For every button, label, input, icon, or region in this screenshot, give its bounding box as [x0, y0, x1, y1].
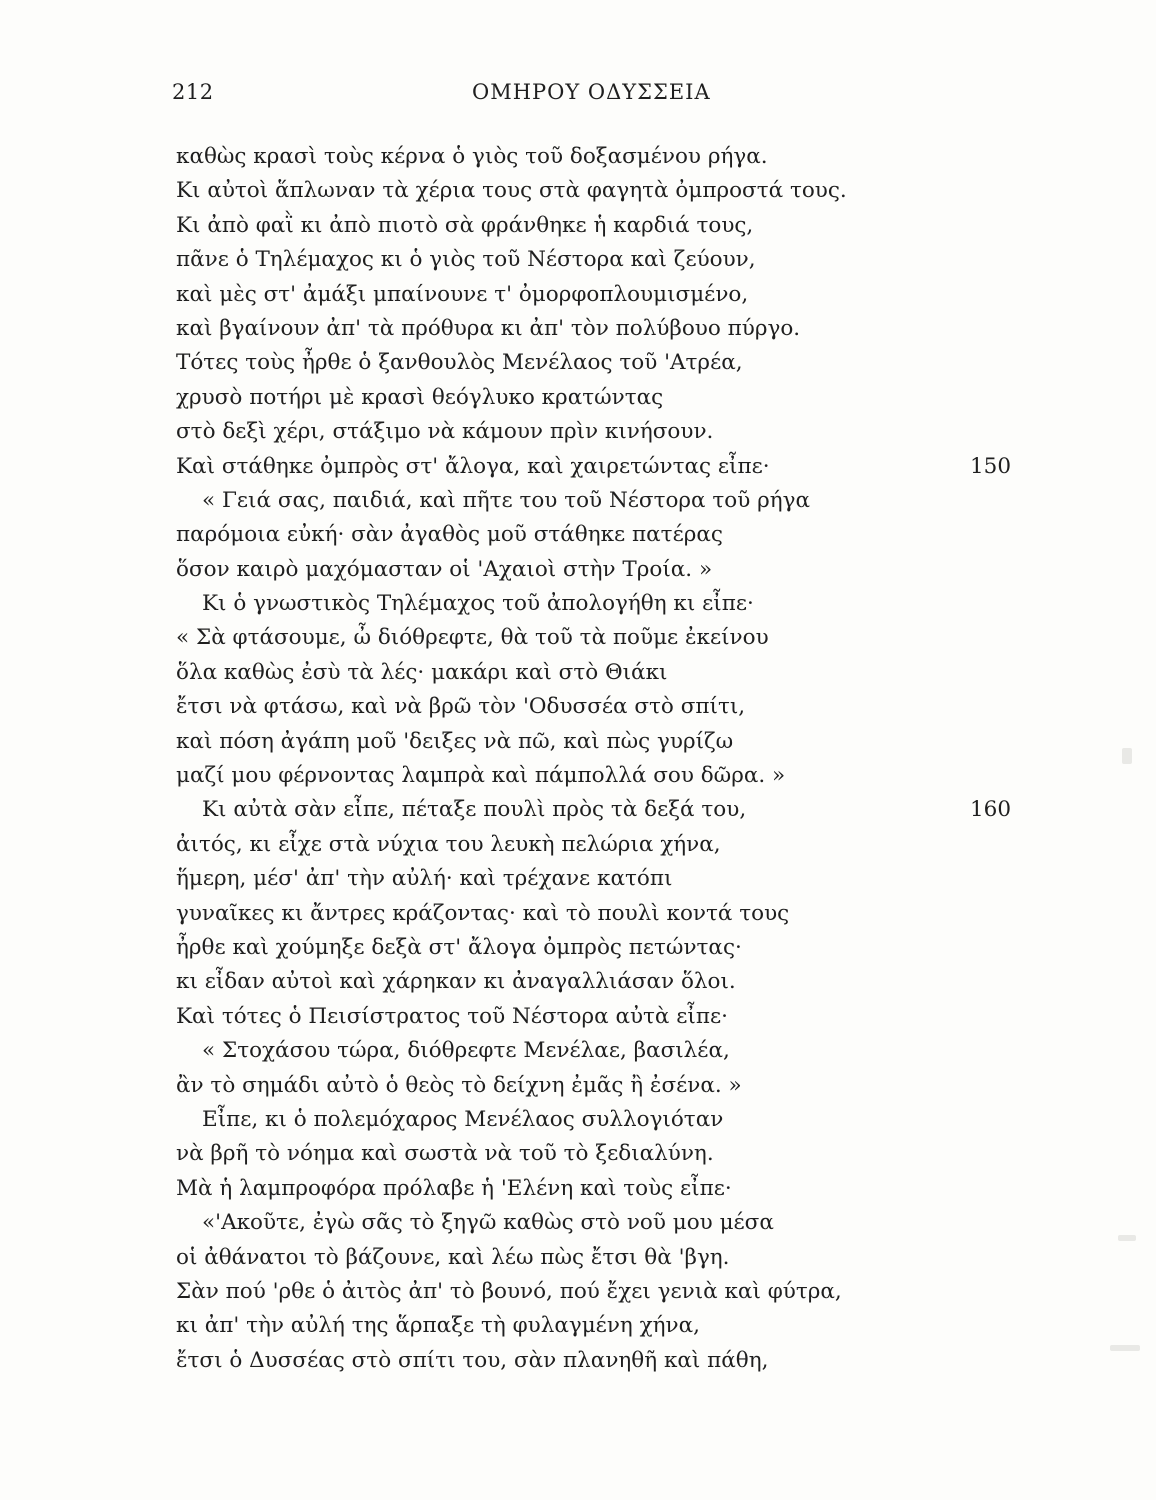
verse-line	[176, 243, 1076, 277]
verse-line	[176, 965, 1076, 999]
verse-line	[176, 897, 1076, 931]
verse-text: ἥμερη, μέσ' ἀπ' τὴν αὐλή· καὶ τρέχανε κατόπι	[176, 866, 673, 892]
verse-text: Τότες τοὺς ἦρθε ὁ ξανθουλὸς Μενέλαος τοῦ 'Ατρέα,	[176, 350, 743, 376]
verse-text: Κι ἀπὸ φαῒ κι ἀπὸ πιοτὸ σὰ φράνθηκε ἡ καρδιά τους,	[176, 212, 754, 238]
verse-text: « Γειά σας, παιδιά, καὶ πῆτε του τοῦ Νέστορα τοῦ ρήγα	[202, 487, 811, 513]
line-number: 160	[970, 797, 1012, 823]
verse-line	[176, 553, 1076, 587]
verse-text: « Σὰ φτάσουμε, ὦ διόθρεφτε, θὰ τοῦ τὰ ποῦμε ἐκείνου	[176, 625, 769, 651]
verse-text: Κι ὁ γνωστικὸς Τηλέμαχος τοῦ ἀπολογήθη κι εἶπε·	[202, 591, 754, 617]
verse-text: Καὶ στάθηκε ὀμπρὸς στ' ἄλογα, καὶ χαιρετώντας εἶπε·	[176, 453, 770, 479]
verse-text: παρόμοια εὐκή· σὰν ἀγαθὸς μοῦ στάθηκε πατέρας	[176, 522, 723, 548]
verse-text: ἦρθε καὶ χούμηξε δεξὰ στ' ἄλογα ὀμπρὸς πετώντας·	[176, 934, 742, 960]
verse-text: « Στοχάσου τώρα, διόθρεφτε Μενέλαε, βασιλέα,	[202, 1038, 730, 1064]
verse-line	[176, 1309, 1076, 1343]
verse-line	[176, 725, 1076, 759]
verse-line	[176, 759, 1076, 793]
verse-line	[176, 312, 1076, 346]
verse-line	[176, 862, 1076, 896]
verse-text: καὶ βγαίνουν ἀπ' τὰ πρόθυρα κι ἀπ' τὸν πολύβουο πύργο.	[176, 315, 801, 341]
verse-line	[176, 518, 1076, 552]
verse-line	[176, 1103, 1076, 1137]
verse-text: «'Ακοῦτε, ἐγὼ σᾶς τὸ ξηγῶ καθὼς στὸ νοῦ μου μέσα	[202, 1210, 774, 1236]
verse-text: Καὶ τότες ὁ Πεισίστρατος τοῦ Νέστορα αὐτὰ εἶπε·	[176, 1003, 728, 1029]
verse-line	[176, 828, 1076, 862]
verse-text: πᾶνε ὁ Τηλέμαχος κι ὁ γιὸς τοῦ Νέστορα καὶ ζεύουν,	[176, 247, 756, 273]
verse-text: οἱ ἀθάνατοι τὸ βάζουνε, καὶ λέω πὼς ἔτσι θὰ 'βγη.	[176, 1244, 730, 1270]
verse-text: νὰ βρῆ τὸ νόημα καὶ σωστὰ νὰ τοῦ τὸ ξεδιαλύνη.	[176, 1141, 714, 1167]
verse-line	[176, 1275, 1076, 1309]
verse-text: Σὰν πού 'ρθε ὁ ἀιτὸς ἀπ' τὸ βουνό, πού ἔχει γενιὰ καὶ φύτρα,	[176, 1278, 842, 1304]
verse-text: ἀιτός, κι εἶχε στὰ νύχια του λευκὴ πελώρια χήνα,	[176, 831, 721, 857]
scan-mark	[1110, 1345, 1140, 1351]
verse-text: Κι αὐτοὶ ἅπλωναν τὰ χέρια τους στὰ φαγητὰ ὀμπροστά τους.	[176, 178, 847, 204]
verse-text: ὅσον καιρὸ μαχόμασταν οἱ 'Αχαιοὶ στὴν Τροία. »	[176, 556, 713, 582]
verse-line	[176, 587, 1076, 621]
verse-text: ὅλα καθὼς ἐσὺ τὰ λές· μακάρι καὶ στὸ Θιάκι	[176, 659, 668, 685]
verse-line	[176, 346, 1076, 380]
verse-text: μαζί μου φέρνοντας λαμπρὰ καὶ πάμπολλά σου δῶρα. »	[176, 763, 786, 789]
verse-text: ἔτσι νὰ φτάσω, καὶ νὰ βρῶ τὸν 'Οδυσσέα στὸ σπίτι,	[176, 694, 746, 720]
verse-line	[176, 1172, 1076, 1206]
verse-line	[176, 690, 1076, 724]
scan-mark	[1118, 1235, 1136, 1241]
verse-block	[176, 140, 1076, 1378]
verse-line	[176, 1137, 1076, 1171]
verse-line	[176, 1034, 1076, 1068]
verse-text: γυναῖκες κι ἄντρες κράζοντας· καὶ τὸ πουλὶ κοντά τους	[176, 900, 790, 926]
verse-text: Κι αὐτὰ σὰν εἶπε, πέταξε πουλὶ πρὸς τὰ δεξά του,	[202, 797, 747, 823]
verse-line	[176, 140, 1076, 174]
verse-text: στὸ δεξὶ χέρι, στάξιμο νὰ κάμουν πρὶν κινήσουν.	[176, 419, 714, 445]
verse-line	[176, 793, 1076, 827]
verse-line	[176, 1069, 1076, 1103]
verse-text: ἔτσι ὁ Δυσσέας στὸ σπίτι του, σὰν πλανηθῆ καὶ πάθη,	[176, 1347, 769, 1373]
page-header	[172, 80, 720, 120]
verse-text: καθὼς κρασὶ τοὺς κέρνα ὁ γιὸς τοῦ δοξασμένου ρήγα.	[176, 144, 768, 169]
verse-text: ἂν τὸ σημάδι αὐτὸ ὁ θεὸς τὸ δείχνη ἐμᾶς ἢ ἐσένα. »	[176, 1072, 742, 1098]
verse-text: Εἶπε, κι ὁ πολεμόχαρος Μενέλαος συλλογιόταν	[202, 1106, 724, 1132]
verse-line	[176, 1344, 1076, 1378]
verse-text: καὶ πόση ἀγάπη μοῦ 'δειξες νὰ πῶ, καὶ πὼς γυρίζω	[176, 728, 734, 754]
verse-text: Μὰ ἡ λαμπροφόρα πρόλαβε ἡ 'Ελένη καὶ τοὺς εἶπε·	[176, 1175, 732, 1201]
verse-text: κι ἀπ' τὴν αὐλή της ἅρπαξε τὴ φυλαγμένη χήνα,	[176, 1313, 700, 1339]
verse-line	[176, 621, 1076, 655]
page-number: 212	[172, 80, 214, 104]
verse-line	[176, 450, 1076, 484]
verse-line	[176, 415, 1076, 449]
verse-line	[176, 381, 1076, 415]
verse-line	[176, 209, 1076, 243]
scan-mark	[1122, 748, 1132, 764]
verse-line	[176, 656, 1076, 690]
verse-line	[176, 174, 1076, 208]
running-title: ΟΜΗΡΟΥ ΟΔΥΣΣΕΙΑ	[472, 80, 711, 104]
verse-text: χρυσὸ ποτήρι μὲ κρασὶ θεόγλυκο κρατώντας	[176, 384, 664, 410]
verse-line	[176, 1000, 1076, 1034]
verse-line	[176, 484, 1076, 518]
verse-line	[176, 1241, 1076, 1275]
verse-text: κι εἶδαν αὐτοὶ καὶ χάρηκαν κι ἀναγαλλιάσαν ὅλοι.	[176, 969, 736, 995]
verse-text: καὶ μὲς στ' ἀμάξι μπαίνουνε τ' ὀμορφοπλουμισμένο,	[176, 281, 749, 307]
verse-line	[176, 1206, 1076, 1240]
verse-line	[176, 931, 1076, 965]
line-number: 150	[970, 453, 1012, 479]
verse-line	[176, 278, 1076, 312]
